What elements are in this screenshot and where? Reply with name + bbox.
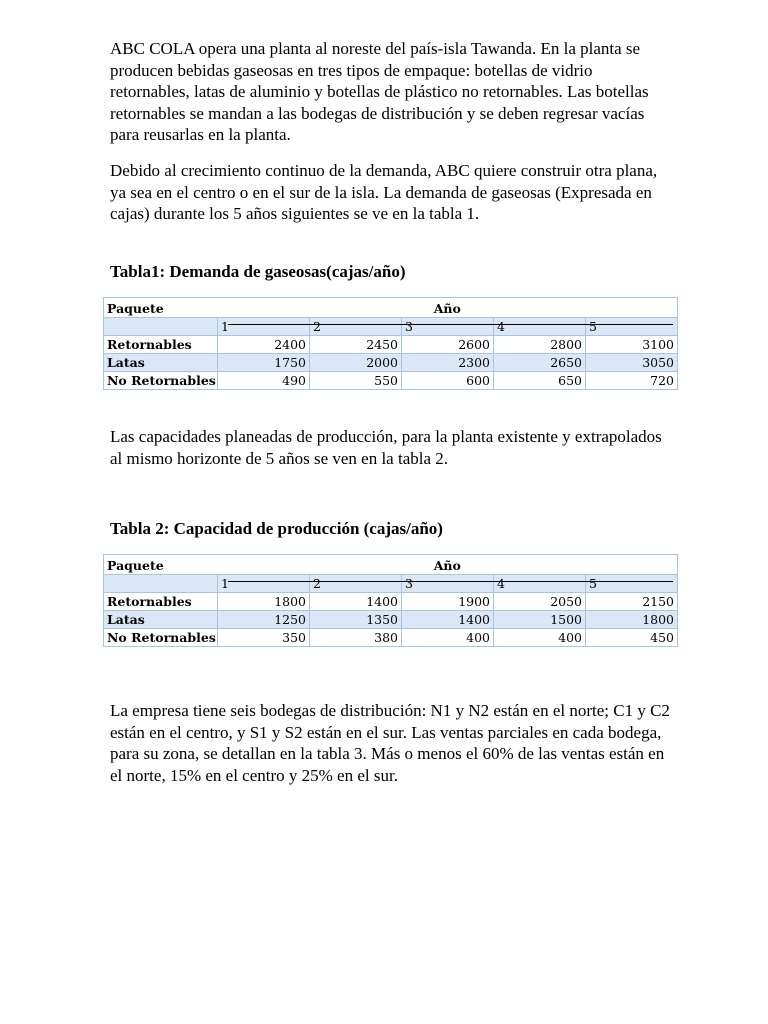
year-cell: 3 (402, 318, 494, 336)
value-cell: 550 (310, 372, 402, 390)
value-cell: 1500 (494, 611, 586, 629)
value-cell: 720 (586, 372, 678, 390)
row-label: Retornables (104, 336, 218, 354)
table-row (104, 372, 678, 390)
row-label: Retornables (104, 593, 218, 611)
row-label: Latas (104, 611, 218, 629)
value-cell: 1400 (402, 611, 494, 629)
value-cell: 490 (218, 372, 310, 390)
value-cell: 1750 (218, 354, 310, 372)
year-header-label: Año (433, 558, 461, 573)
demand-paragraph: Debido al crecimiento continuo de la demanda, ABC quiere construir otra plana, ya sea en el centro o en el sur de la isla. La demanda de gaseosas (Expresada en cajas) durante los 5 años siguientes se ve en la tabla 1. (110, 161, 658, 223)
table-row (104, 629, 678, 647)
table-row (104, 354, 678, 372)
year-header-rule (228, 324, 674, 325)
year-cell: 1 (218, 318, 310, 336)
value-cell: 1800 (218, 593, 310, 611)
row-label: Latas (104, 354, 218, 372)
value-cell: 2800 (494, 336, 586, 354)
value-cell: 650 (494, 372, 586, 390)
year-header (218, 555, 678, 575)
row-label: No Retornables (104, 629, 218, 647)
value-cell: 1250 (218, 611, 310, 629)
value-cell: 3050 (586, 354, 678, 372)
table-header-row (104, 555, 678, 575)
value-cell: 2400 (218, 336, 310, 354)
row-header: Paquete (107, 558, 164, 573)
year-header (218, 298, 678, 318)
year-cell: 1 (218, 575, 310, 593)
row-label: No Retornables (104, 372, 218, 390)
year-cell: 2 (310, 575, 402, 593)
value-cell: 2000 (310, 354, 402, 372)
table1-caption: Tabla1: Demanda de gaseosas(cajas/año) (110, 262, 406, 281)
value-cell: 380 (310, 629, 402, 647)
value-cell: 1350 (310, 611, 402, 629)
value-cell: 2150 (586, 593, 678, 611)
row-header: Paquete (107, 301, 164, 316)
value-cell: 600 (402, 372, 494, 390)
value-cell: 2650 (494, 354, 586, 372)
year-header-label: Año (433, 301, 461, 316)
value-cell: 450 (586, 629, 678, 647)
capacity-paragraph: Las capacidades planeadas de producción, para la planta existente y extrapolados al mismo horizonte de 5 años se ven en la tabla 2. (110, 427, 662, 468)
table-row (104, 611, 678, 629)
capacity-table (103, 554, 678, 647)
table2-caption: Tabla 2: Capacidad de producción (cajas/año) (110, 519, 443, 538)
year-cell: 4 (494, 575, 586, 593)
year-cell: 3 (402, 575, 494, 593)
value-cell: 350 (218, 629, 310, 647)
demand-table (103, 297, 678, 390)
value-cell: 2600 (402, 336, 494, 354)
table-row (104, 593, 678, 611)
value-cell: 1900 (402, 593, 494, 611)
value-cell: 1400 (310, 593, 402, 611)
value-cell: 400 (494, 629, 586, 647)
year-cell: 4 (494, 318, 586, 336)
year-row-blank (104, 318, 218, 336)
year-header-rule (228, 581, 674, 582)
value-cell: 2050 (494, 593, 586, 611)
table-row (104, 336, 678, 354)
value-cell: 1800 (586, 611, 678, 629)
value-cell: 2450 (310, 336, 402, 354)
year-row-blank (104, 575, 218, 593)
year-cell: 5 (586, 318, 678, 336)
year-row (104, 318, 678, 336)
year-cell: 2 (310, 318, 402, 336)
value-cell: 3100 (586, 336, 678, 354)
intro-paragraph: ABC COLA opera una planta al noreste del país-isla Tawanda. En la planta se producen bebidas gaseosas en tres tipos de empaque: botellas de vidrio retornables, latas de aluminio y botellas de plástico no retornables. Las botellas retornables se mandan a las bodegas de distribución y se deben regresar vacías para reusarlas en la planta. (110, 39, 649, 144)
year-cell: 5 (586, 575, 678, 593)
warehouses-paragraph: La empresa tiene seis bodegas de distribución: N1 y N2 están en el norte; C1 y C2 están en el centro, y S1 y S2 están en el sur. Las ventas parciales en cada bodega, para su zona, se detallan en la tabla 3. Más o menos el 60% de las ventas están en el norte, 15% en el centro y 25% en el sur. (110, 701, 670, 785)
year-row (104, 575, 678, 593)
value-cell: 400 (402, 629, 494, 647)
value-cell: 2300 (402, 354, 494, 372)
table-header-row (104, 298, 678, 318)
